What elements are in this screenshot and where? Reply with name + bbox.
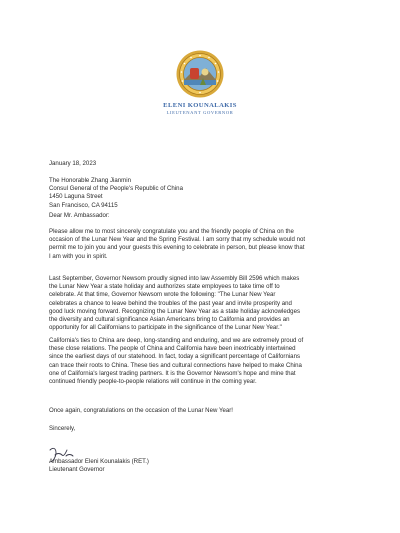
paragraph-line: continued friendly people-to-people relations will continue in the coming year. — [49, 378, 257, 386]
paragraph-line: opportunity for all Californians to participate in the significance of the Lunar New Year." — [49, 324, 282, 332]
letterhead-name: ELENI KOUNALAKIS — [163, 102, 237, 109]
paragraph-ties — [49, 337, 355, 386]
paragraph-line: since the earliest days of our statehood. In fact, today a significant percentage of Californians — [49, 353, 301, 361]
paragraph-line: permit me to join you and your guests this evening to celebrate in person, but please know that — [49, 244, 305, 252]
paragraph-line: celebrate. At that time, Governor Newsom wrote the following: "The Lunar New Year — [49, 291, 276, 299]
paragraph-line: these close relations. The people of China and California have been inextricably intertwined — [49, 345, 296, 353]
state-seal-icon — [176, 50, 224, 98]
letter-closing: Sincerely, — [49, 425, 76, 432]
salutation: Dear Mr. Ambassador: — [49, 212, 110, 219]
signer-block — [49, 458, 355, 474]
paragraph-line: Last September, Governor Newsom proudly signed into law Assembly Bill 2596 which makes — [49, 275, 300, 282]
paragraph-line: California's ties to China are deep, long-standing and enduring, and we are extremely proud of — [49, 337, 304, 344]
letter-date: January 18, 2023 — [49, 160, 97, 167]
paragraph-holiday-law — [49, 275, 355, 332]
recipient-city: San Francisco, CA 94115 — [49, 201, 118, 209]
paragraph-line: I am with you in spirit. — [49, 252, 108, 260]
paragraph-line: Once again, congratulations on the occasion of the Lunar New Year! — [49, 407, 233, 414]
letterhead — [0, 102, 400, 116]
paragraph-closing-wish — [49, 407, 355, 415]
paragraph-line: one of California's largest trading partners. It is the Governor Newsom's hope and mine that — [49, 369, 296, 377]
paragraph-line: the diversity and cultural significance Asian Americans bring to California and provides an — [49, 316, 290, 324]
signer-name: Ambassador Eleni Kounalakis (RET.) — [49, 458, 149, 465]
paragraph-line: can trace their roots to China. These ties and cultural connections have helped to make China — [49, 361, 302, 369]
paragraph-line: occasion of the Lunar New Year and the Spring Festival. I am sorry that my schedule would not — [49, 236, 306, 244]
paragraph-line: the Lunar New Year a state holiday and authorizes state employees to take time off to — [49, 283, 280, 291]
recipient-street: 1450 Laguna Street — [49, 193, 103, 201]
paragraph-line: Please allow me to most sincerely congratulate you and the friendly people of China on the — [49, 228, 294, 235]
paragraph-line: good luck moving forward. Recognizing the Lunar New Year as a state holiday acknowledges — [49, 307, 301, 315]
paragraph-line: celebrates a chance to leave behind the troubles of the past year and invite prosperity and — [49, 299, 292, 307]
letterhead-title: LIEUTENANT GOVERNOR — [166, 110, 234, 115]
recipient-title: Consul General of the People's Republic of China — [49, 185, 183, 193]
paragraph-congratulations — [49, 228, 355, 261]
recipient-name: The Honorable Zhang Jianmin — [49, 177, 131, 184]
signer-title: Lieutenant Governor — [49, 466, 105, 474]
recipient-address — [49, 177, 355, 210]
